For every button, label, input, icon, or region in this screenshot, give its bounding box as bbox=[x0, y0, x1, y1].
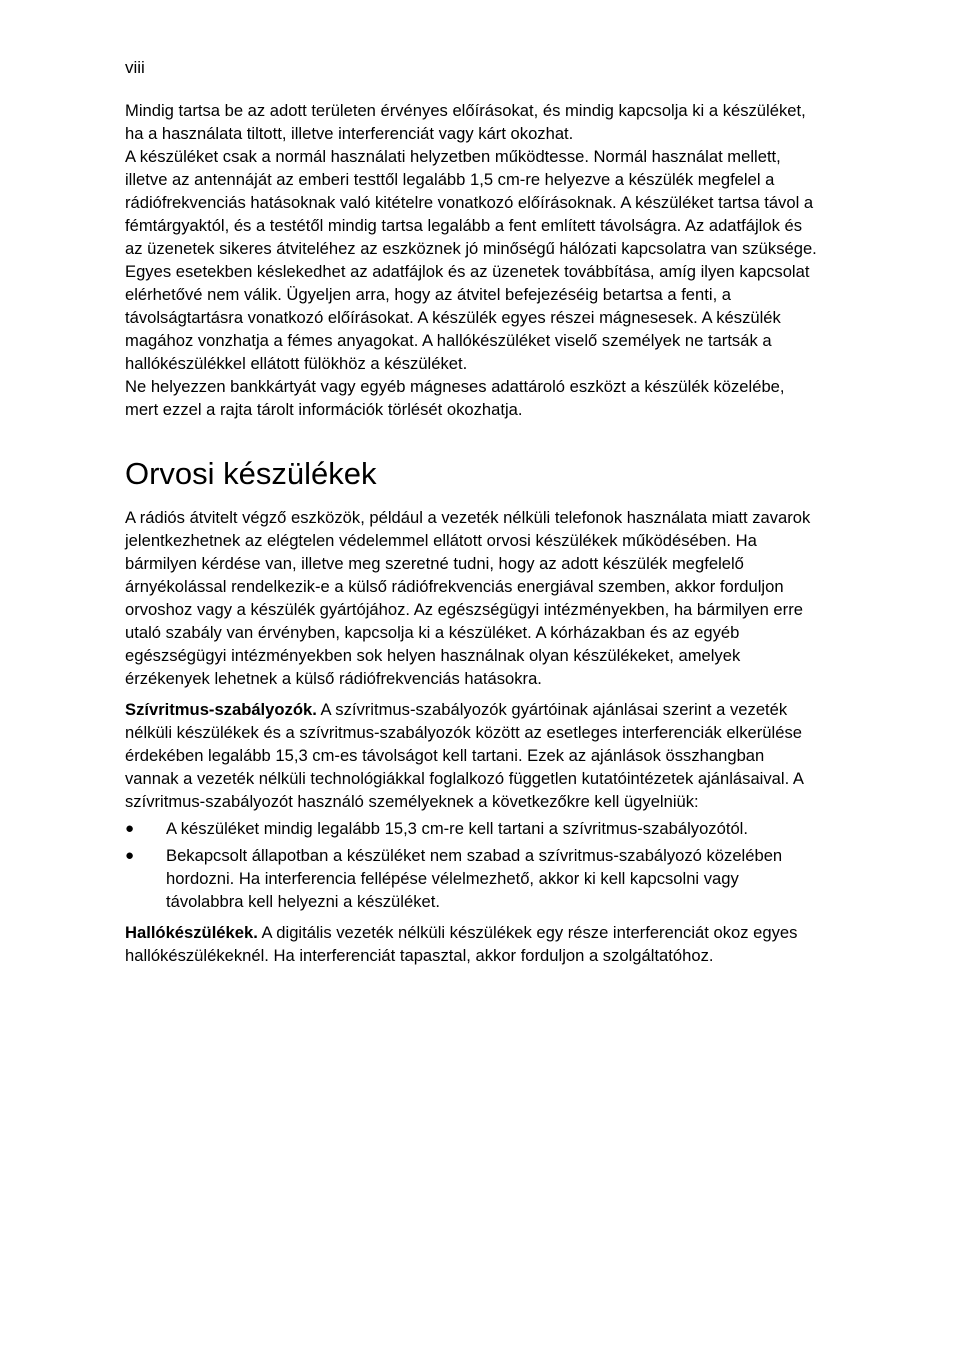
bullet-icon: ● bbox=[125, 847, 135, 864]
intro-paragraph-3: Ne helyezzen bankkártyát vagy egyéb mágneses adattároló eszközt a készülék közelébe, mert ezzel a rajta tárolt információk törlését okozhatja. bbox=[125, 377, 785, 419]
bullet-text: Bekapcsolt állapotban a készüléket nem szabad a szívritmus-szabályozó közelében hordozni. Ha interferencia fellépése vélelmezhető, akkor ki kell kapcsolni vagy távolabbra kell helyezni a készüléket. bbox=[166, 846, 783, 911]
pacemaker-text: A szívritmus-szabályozók gyártóinak ajánlásai szerint a vezeték nélküli készülékek és a szívritmus-szabályozók között az esetleges interferenciák elkerülése érdekében legalább 15,3 cm-es távolságot kell tartani. Ezek az ajánlások összhangban vannak a vezeték nélküli technológiákkal foglalkozó független kutatóintézetek ajánlásaival. A szívritmus-szabályozót használó személyeknek a következőkre kell ügyelniük: bbox=[125, 700, 804, 811]
section-heading: Orvosi készülékek bbox=[125, 456, 377, 491]
hearing-aids-paragraph bbox=[125, 921, 820, 967]
pacemaker-label: Szívritmus-szabályozók. bbox=[125, 700, 317, 719]
bullet-text: A készüléket mindig legalább 15,3 cm-re kell tartani a szívritmus-szabályozótól. bbox=[166, 819, 748, 838]
hearing-aids-label: Hallókészülékek. bbox=[125, 923, 258, 942]
hearing-aids-text: A digitális vezeték nélküli készülékek egy része interferenciát okoz egyes hallókészülékeknél. Ha interferenciát tapasztal, akkor forduljon a szolgáltatóhoz. bbox=[125, 923, 798, 965]
bullet-icon: ● bbox=[125, 820, 135, 837]
intro-paragraph-2: A készüléket csak a normál használati helyzetben működtesse. Normál használat mellett, illetve az antennáját az emberi testtől legalább 1,5 cm-re helyezve a készülék megfelel a rádiófrekvenciás hatásoknak való kitételre vonatkozó előírásoknak. A készüléket tartsa távol a fémtárgyaktól, és a testétől mindig tartsa legalább a fent említett távolságra. Az adatfájlok és az üzenetek sikeres átviteléhez az eszköznek jó minőségű hálózati kapcsolatra van szüksége. Egyes esetekben késlekedhet az adatfájlok és az üzenetek továbbítása, amíg ilyen kapcsolat elérhetővé nem válik. Ügyeljen arra, hogy az átvitel befejezéséig betartsa a fenti, a távolságtartásra vonatkozó előírásokat. A készülék egyes részei mágnesesek. A készülék magához vonzhatja a fémes anyagokat. A hallókészüléket viselő személyek ne tartsák a hallókészülékkel ellátott fülökhöz a készüléket. bbox=[125, 147, 817, 373]
pacemaker-bullet-list bbox=[125, 817, 820, 913]
document-body bbox=[125, 99, 820, 967]
list-item bbox=[125, 844, 820, 913]
page-number: viii bbox=[125, 58, 145, 77]
pacemaker-paragraph bbox=[125, 698, 820, 813]
intro-paragraph-1: Mindig tartsa be az adott területen érvényes előírásokat, és mindig kapcsolja ki a készüléket, ha a használata tiltott, illetve interferenciát vagy kárt okozhat. bbox=[125, 101, 806, 143]
medical-devices-paragraph: A rádiós átvitelt végző eszközök, például a vezeték nélküli telefonok használata miatt zavarok jelentkezhetnek az elégtelen védelemmel ellátott orvosi készülékek működésében. Ha bármilyen kérdése van, illetve meg szeretné tudni, hogy az adott készülék megfelelő árnyékolással rendelkezik-e a külső rádiófrekvenciás energiával szemben, akkor forduljon orvoshoz vagy a készülék gyártójához. Az egészségügyi intézményekben, ha bármilyen erre utaló szabály van érvényben, kapcsolja ki a készüléket. A kórházakban és az egyéb egészségügyi intézményekben sok helyen használnak olyan készülékeket, amelyek érzékenyek lehetnek a külső rádiófrekvenciás hatásokra. bbox=[125, 508, 811, 688]
list-item bbox=[125, 817, 820, 840]
